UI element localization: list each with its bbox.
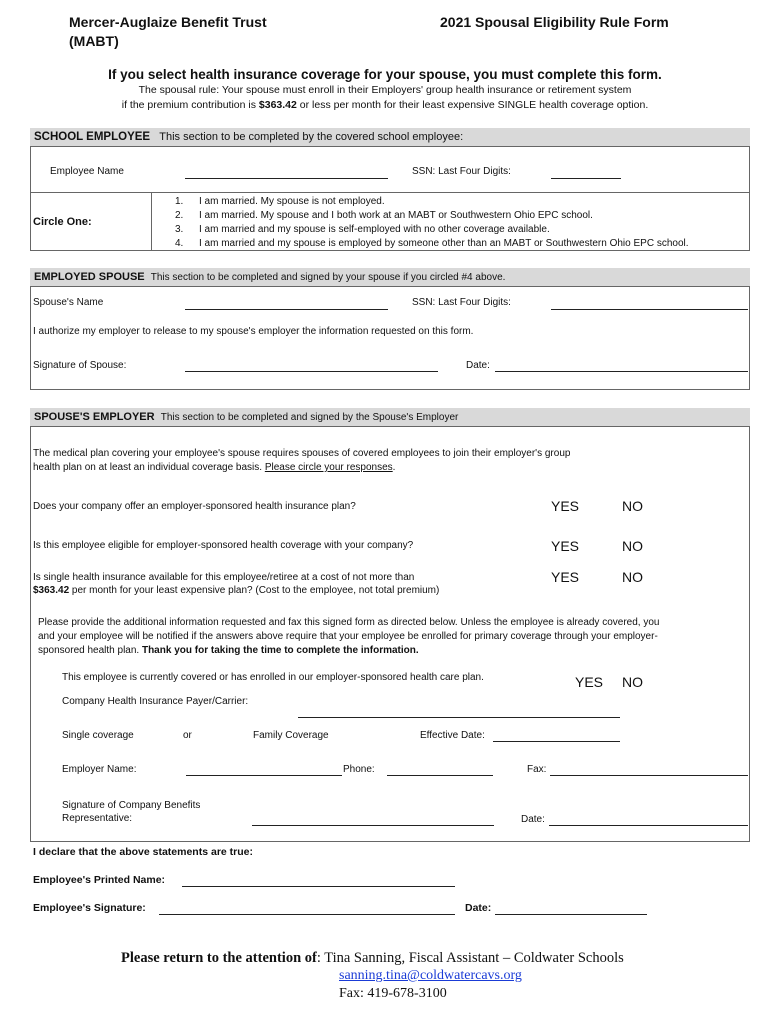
option-4[interactable]: 4. I am married and my spouse is employed by someone other than an MABT or Southwestern Ohio EPC school. [175, 238, 689, 249]
phone-field[interactable] [387, 775, 493, 776]
spouse-ssn-label: SSN: Last Four Digits: [412, 297, 511, 308]
declaration-text: I declare that the above statements are true: [33, 846, 253, 858]
rule-amount: $363.42 [258, 99, 297, 111]
org-name: Mercer-Auglaize Benefit Trust [69, 14, 267, 30]
employed-spouse-header: EMPLOYED SPOUSE This section to be completed and signed by your spouse if you circled #4 above. [30, 268, 750, 287]
effective-date-label: Effective Date: [420, 730, 485, 741]
return-line: Please return to the attention of: Tina Sanning, Fiscal Assistant – Coldwater Schools [121, 950, 624, 966]
intro-heading: If you select health insurance coverage for your spouse, you must complete this form. [108, 67, 662, 82]
marital-options [175, 195, 689, 251]
q2-yes[interactable]: YES [551, 538, 580, 554]
employer-name-field[interactable] [186, 775, 342, 776]
plan-requirement-line2: health plan on at least an individual coverage basis. Please circle your responses. [33, 462, 396, 473]
benefits-rep-signature-label-line2: Representative: [62, 813, 133, 824]
q1-yes[interactable]: YES [551, 498, 580, 514]
org-abbrev: (MABT) [69, 33, 119, 49]
q2-no[interactable]: NO [622, 538, 643, 554]
spouse-signature-label: Signature of Spouse: [33, 360, 127, 371]
divider [30, 192, 750, 193]
covered-no[interactable]: NO [622, 674, 643, 690]
effective-date-field[interactable] [493, 741, 620, 742]
employee-name-field[interactable] [185, 178, 388, 179]
spouse-date-label: Date: [466, 360, 490, 371]
instructions-line2: and your employee will be notified if the answers above require that your employee be enrolled for primary coverage through your employer- [38, 631, 658, 642]
q3-yes[interactable]: YES [551, 569, 580, 585]
question-single-cost-line2: $363.42 per month for your least expensive plan? (Cost to the employee, not total premium) [33, 585, 440, 596]
instructions-line3: sponsored health plan. Thank you for taking the time to complete the information. [38, 645, 419, 656]
ssn-label: SSN: Last Four Digits: [412, 166, 511, 177]
circle-one-label: Circle One: [33, 216, 92, 228]
spouse-name-label: Spouse's Name [33, 297, 104, 308]
plan-requirement-line1: The medical plan covering your employee's spouse requires spouses of covered employees to join their employer's group [33, 448, 571, 459]
employee-name-label: Employee Name [50, 166, 124, 177]
family-coverage-option[interactable]: Family Coverage [253, 730, 329, 741]
instructions-line1: Please provide the additional information requested and fax this signed form as directed below. Unless the employee is already covered, you [38, 617, 660, 628]
option-3[interactable]: 3. I am married and my spouse is self-employed with no other coverage available. [175, 224, 550, 235]
option-1[interactable]: 1. I am married. My spouse is not employed. [175, 196, 385, 207]
divider [151, 192, 152, 251]
employer-name-label: Employer Name: [62, 764, 137, 775]
benefits-rep-signature-label-line1: Signature of Company Benefits [62, 800, 201, 811]
printed-name-label: Employee's Printed Name: [33, 874, 166, 886]
payer-label: Company Health Insurance Payer/Carrier: [62, 696, 249, 707]
benefits-rep-signature-field[interactable] [252, 825, 494, 826]
return-fax: Fax: 419-678-3100 [339, 986, 447, 1001]
covered-statement: This employee is currently covered or has enrolled in our employer-sponsored health care plan. [62, 672, 484, 683]
employee-signature-label: Employee's Signature: [33, 902, 146, 914]
rep-date-field[interactable] [549, 825, 748, 826]
question-single-cost-line1: Is single health insurance available for this employee/retiree at a cost of not more than [33, 572, 415, 583]
fax-label: Fax: [527, 764, 547, 775]
spouse-date-field[interactable] [495, 371, 748, 372]
fax-field[interactable] [550, 775, 748, 776]
spouse-name-field[interactable] [185, 309, 388, 310]
employee-date-label: Date: [465, 902, 492, 914]
covered-yes[interactable]: YES [575, 674, 604, 690]
spousal-rule-line2: if the premium contribution is $363.42 or less per month for their least expensive SINGLE health coverage option. [121, 99, 649, 111]
option-2[interactable]: 2. I am married. My spouse and I both work at an MABT or Southwestern Ohio EPC school. [175, 210, 593, 221]
spouses-employer-header: SPOUSE'S EMPLOYER This section to be completed and signed by the Spouse's Employer [30, 408, 750, 427]
question-eligible: Is this employee eligible for employer-sponsored health coverage with your company? [33, 540, 414, 551]
form-title: 2021 Spousal Eligibility Rule Form [440, 14, 669, 30]
spousal-rule-line1: The spousal rule: Your spouse must enroll in their Employers' group health insurance or retirement system [138, 84, 632, 96]
school-employee-header: SCHOOL EMPLOYEE This section to be completed by the covered school employee: [30, 128, 750, 147]
return-email-link[interactable]: sanning.tina@coldwatercavs.org [339, 968, 522, 983]
single-coverage-option[interactable]: Single coverage [62, 730, 134, 741]
q1-no[interactable]: NO [622, 498, 643, 514]
rep-date-label: Date: [521, 814, 545, 825]
question-offer-plan: Does your company offer an employer-sponsored health insurance plan? [33, 501, 356, 512]
q3-no[interactable]: NO [622, 569, 643, 585]
employee-date-field[interactable] [495, 914, 647, 915]
employee-signature-field[interactable] [159, 914, 455, 915]
spouse-signature-field[interactable] [185, 371, 438, 372]
authorize-text: I authorize my employer to release to my spouse's employer the information requested on this form. [33, 326, 474, 337]
or-label: or [183, 730, 192, 741]
phone-label: Phone: [343, 764, 375, 775]
payer-field[interactable] [298, 717, 620, 718]
spouse-ssn-field[interactable] [551, 309, 748, 310]
ssn-field[interactable] [551, 178, 621, 179]
printed-name-field[interactable] [182, 886, 455, 887]
